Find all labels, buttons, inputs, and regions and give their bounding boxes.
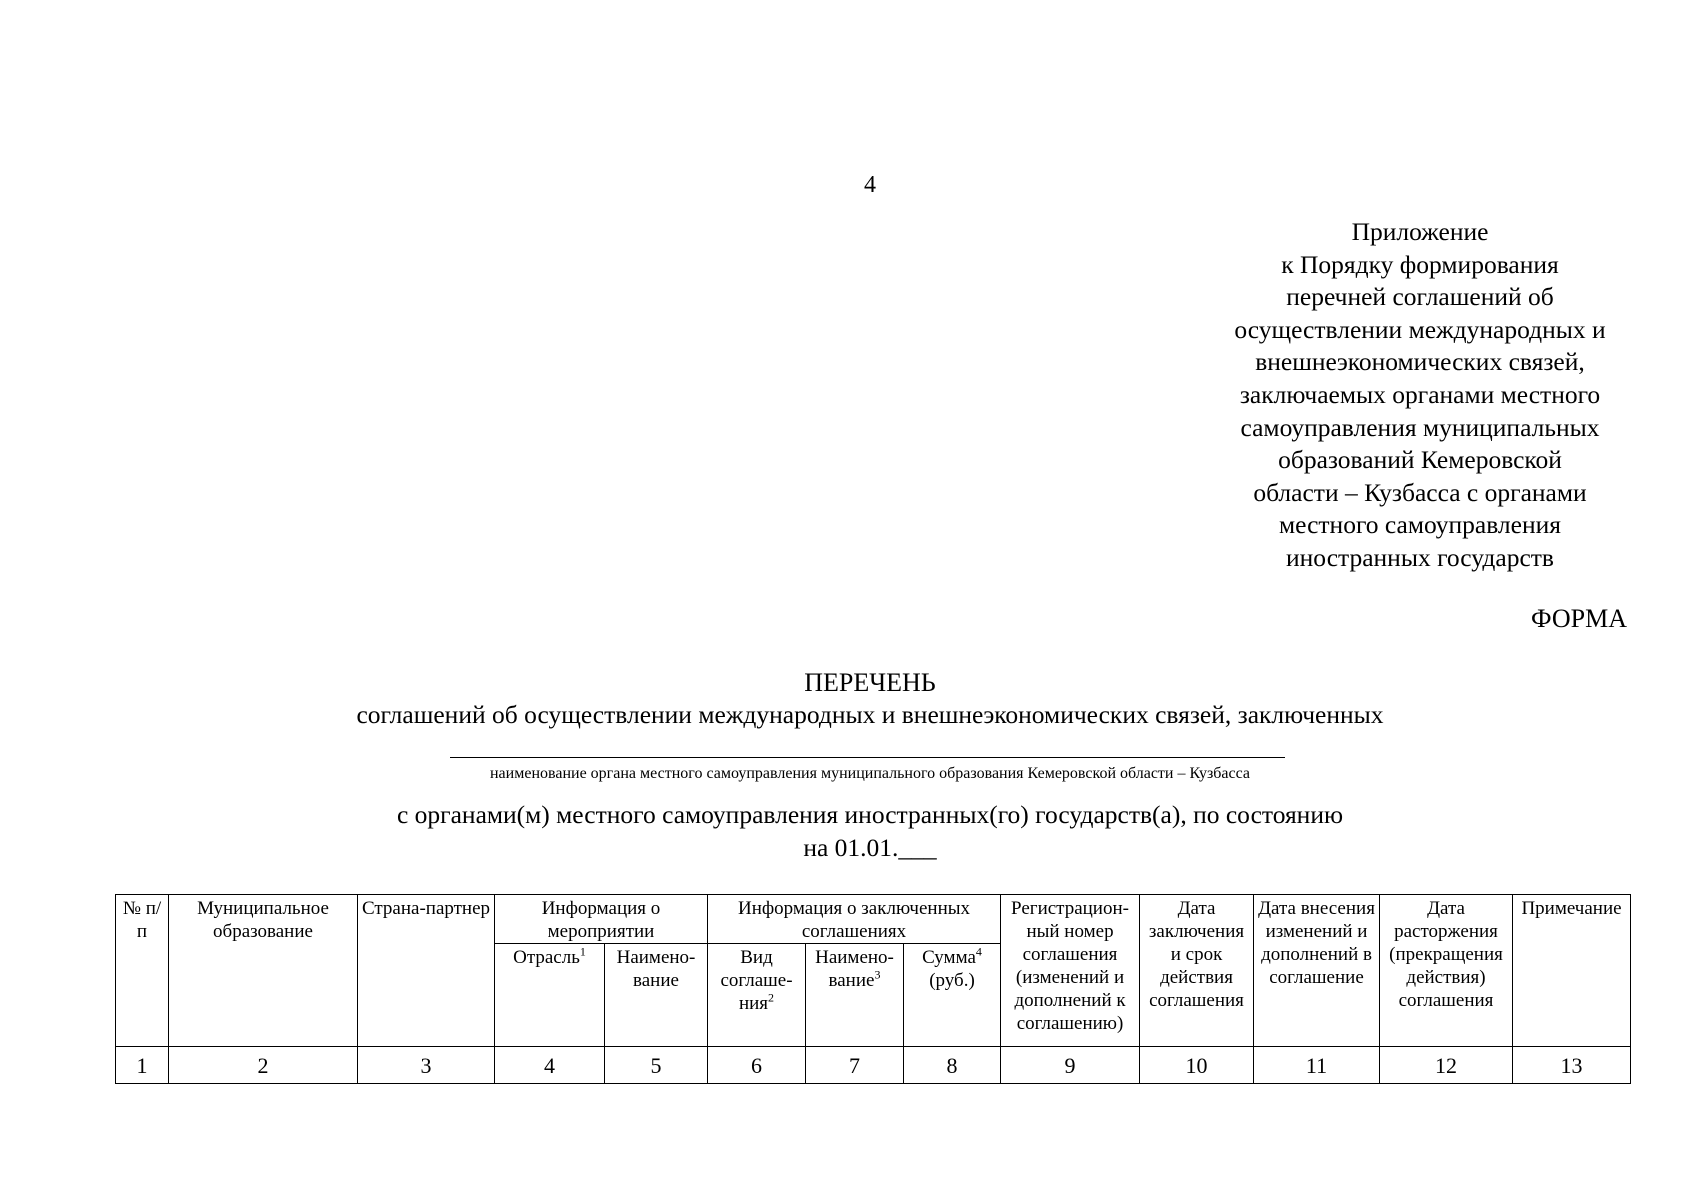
appendix-line: местного самоуправления <box>1279 510 1561 540</box>
appendix-line: внешнеэкономических связей, <box>1255 347 1585 377</box>
column-number: 12 <box>1380 1047 1513 1084</box>
appendix-block <box>1190 216 1650 575</box>
document-title: ПЕРЕЧЕНЬ <box>804 668 936 697</box>
header-country: Страна-партнер <box>358 895 495 1047</box>
appendix-line: осуществлении международных и <box>1234 314 1606 344</box>
header-event-info: Информация о мероприятии <box>495 895 708 944</box>
fill-in-blank-line <box>450 757 1285 758</box>
document-subtitle-line-1: соглашений об осуществлении международных и внешнеэкономических связей, заключенных <box>356 700 1384 729</box>
appendix-line: самоуправления муниципальных <box>1240 412 1600 442</box>
appendix-line: Приложение <box>1351 217 1489 246</box>
header-amount: Сумма$^4$ (руб.) <box>904 944 1001 1047</box>
document-subtitle-line-2: с органами(м) местного самоуправления иностранных(го) государств(а), по состоянию <box>396 800 1344 829</box>
header-industry: Отрасль$^1$ <box>495 944 605 1047</box>
column-number: 9 <box>1001 1047 1140 1084</box>
column-number: 6 <box>708 1047 806 1084</box>
column-number: 10 <box>1140 1047 1254 1084</box>
header-agreements-info: Информация о заключенных соглашениях <box>708 895 1001 944</box>
header-num: № п/п <box>116 895 169 1047</box>
agreements-table <box>115 894 1631 1084</box>
header-agreement-name: Наимено-вание$^3$ <box>806 944 904 1047</box>
header-termination-date: Дата расторжения (прекращения действия) соглашения <box>1380 895 1513 1047</box>
column-number: 5 <box>605 1047 708 1084</box>
header-agreement-type: Вид соглаше-ния$^2$ <box>708 944 806 1047</box>
header-note: Примечание <box>1513 895 1631 1047</box>
header-conclusion-date: Дата заключения и срок действия соглашения <box>1140 895 1254 1047</box>
appendix-line: образований Кемеровской <box>1278 445 1562 475</box>
header-amendment-date: Дата внесения изменений и дополнений в соглашение <box>1254 895 1380 1047</box>
header-reg-number: Регистрацион-ный номер соглашения (изменений и дополнений к соглашению) <box>1001 895 1140 1047</box>
column-number: 11 <box>1254 1047 1380 1084</box>
blank-caption: наименование органа местного самоуправления муниципального образования Кемеровской области – Кузбасса <box>489 765 1251 782</box>
column-number-row <box>116 1047 1631 1084</box>
appendix-line: области – Кузбасса с органами <box>1253 477 1587 507</box>
appendix-line: иностранных государств <box>1286 542 1554 572</box>
column-number: 3 <box>358 1047 495 1084</box>
column-number: 1 <box>116 1047 169 1084</box>
form-label: ФОРМА <box>1531 604 1627 633</box>
header-municipality: Муниципальное образование <box>169 895 358 1047</box>
column-number: 8 <box>904 1047 1001 1084</box>
appendix-line: заключаемых органами местного <box>1239 379 1601 409</box>
column-number: 7 <box>806 1047 904 1084</box>
column-number: 4 <box>495 1047 605 1084</box>
document-subtitle-line-3: на 01.01.___ <box>803 833 937 862</box>
page-number: 4 <box>864 172 876 198</box>
appendix-line: к Порядку формирования <box>1281 249 1559 279</box>
header-event-name: Наимено-вание <box>605 944 708 1047</box>
column-number: 2 <box>169 1047 358 1084</box>
appendix-line: перечней соглашений об <box>1286 282 1554 312</box>
column-number: 13 <box>1513 1047 1631 1084</box>
